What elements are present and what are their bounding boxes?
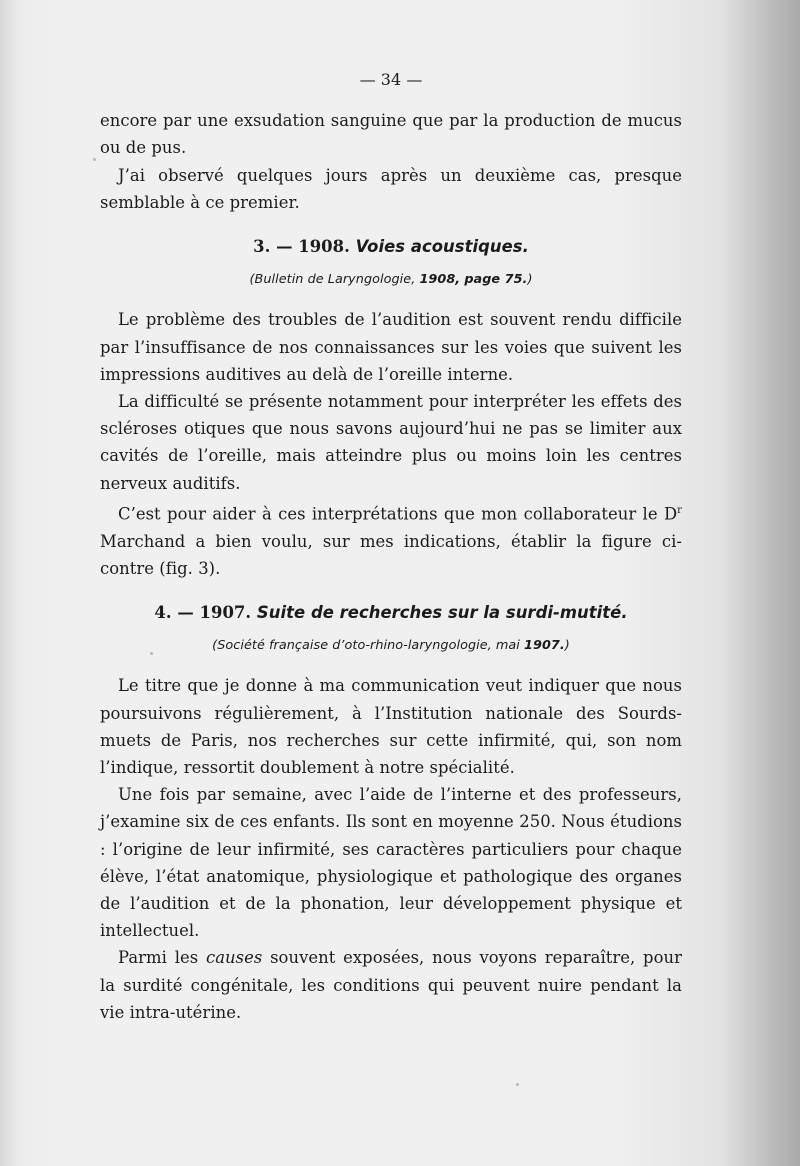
paragraph: Le problème des troubles de l’audition est souvent rendu difficile par l’insuffisance de nos connaissances sur les voies que suivent les impressions auditives au delà de l’oreille interne. bbox=[100, 310, 682, 384]
section-source bbox=[100, 266, 682, 293]
emphasized-word: causes bbox=[205, 948, 263, 968]
section-heading bbox=[100, 599, 682, 626]
paragraph bbox=[100, 944, 682, 1026]
paragraph-start: Parmi les bbox=[118, 948, 206, 968]
paragraph: Le titre que je donne à ma communication veut indiquer que nous poursuivons régulièrement, à l’Institution nationale des Sourds-muets de Paris, nos recherches sur cette infirmité, qui, son nom l’indique, ressortit doublement à notre spécialité. bbox=[100, 676, 682, 777]
paragraph bbox=[100, 497, 682, 582]
paragraph-end: souvent exposées, nous voyons reparaître, pour la surdité congénitale, les conditions qui peuvent nuire pendant la vie intra-utérine. bbox=[100, 948, 682, 1022]
print-speck bbox=[516, 1083, 519, 1086]
doctor-abbrev-superscript: r bbox=[677, 504, 682, 516]
section-title: Voies acoustiques. bbox=[355, 237, 529, 257]
page-number: — 34 — bbox=[359, 70, 423, 89]
source-page: page 75. bbox=[464, 272, 528, 288]
section-source bbox=[100, 632, 682, 659]
source-close: ) bbox=[564, 638, 570, 654]
paragraph: encore par une exsudation sanguine que par la production de mucus ou de pus. bbox=[100, 111, 682, 158]
source-close: ) bbox=[527, 272, 533, 288]
paragraph: La difficulté se présente notamment pour interpréter les effets des scléroses otiques que nous savons aujourd’hui ne pas se limiter aux cavités de l’oreille, mais atteindre plus ou moins loin les centres nerveux auditifs. bbox=[100, 392, 682, 493]
source-name: (Bulletin de Laryngologie, bbox=[249, 272, 416, 288]
paragraph: J’ai observé quelques jours après un deuxième cas, presque semblable à ce premier. bbox=[100, 165, 682, 212]
print-speck bbox=[93, 158, 96, 161]
section-number: 4. — 1907. bbox=[154, 602, 252, 622]
paragraph: Une fois par semaine, avec l’aide de l’interne et des professeurs, j’examine six de ces enfants. Ils sont en moyenne 250. Nous étudions : l’origine de leur infirmité, ses caractères particuliers pour chaque élève, l’état anatomique, physiologique et pathologique des organes de l’audition et de la phonation, leur développement physique et intellectuel. bbox=[100, 785, 682, 941]
page-text bbox=[100, 66, 682, 1026]
doctor-abbrev: D bbox=[663, 504, 678, 524]
source-name: (Société française d’oto-rhino-laryngologie, mai bbox=[212, 638, 520, 654]
section-title: Suite de recherches sur la surdi-mutité. bbox=[256, 602, 628, 622]
section-heading bbox=[100, 233, 682, 260]
source-year: 1908, bbox=[419, 272, 461, 288]
paragraph-start: C’est pour aider à ces interprétations que mon collaborateur le bbox=[118, 504, 658, 524]
section-number: 3. — 1908. bbox=[253, 237, 350, 257]
source-year: 1907. bbox=[524, 638, 565, 654]
paragraph-end: Marchand a bien voulu, sur mes indications, établir la figure ci-contre (fig. 3). bbox=[100, 531, 682, 578]
